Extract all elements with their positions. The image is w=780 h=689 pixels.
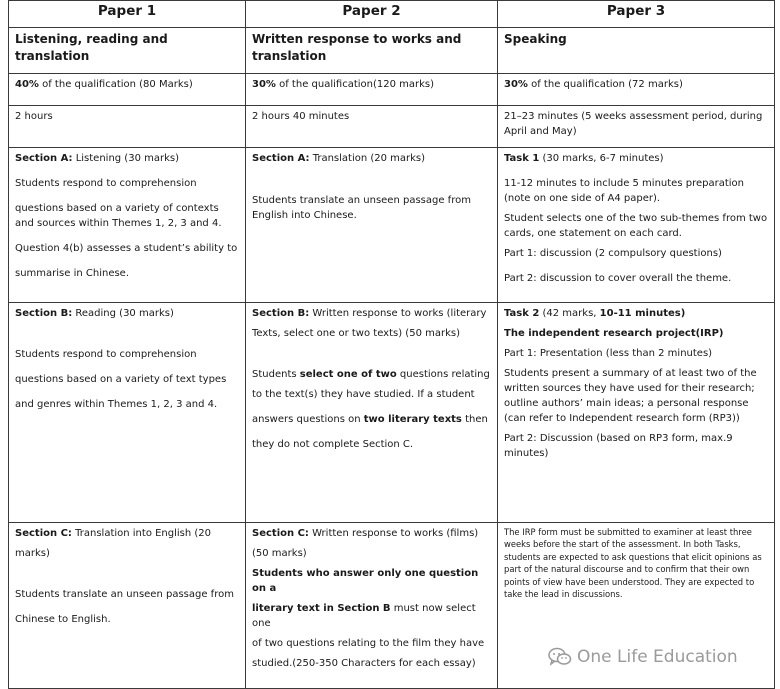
weight-percent: 30% bbox=[252, 79, 276, 90]
section-title: Reading (30 marks) bbox=[72, 308, 174, 319]
task-heading: The independent research project(IRP) bbox=[504, 328, 724, 339]
section-line: Students translate an unseen passage from bbox=[15, 589, 234, 600]
section-title: Translation into English (20 bbox=[71, 528, 212, 539]
section-line: they do not complete Section C. bbox=[252, 439, 414, 450]
watermark bbox=[548, 647, 738, 667]
section-line: marks) bbox=[15, 548, 50, 559]
header-paper-3: Paper 3 bbox=[498, 1, 775, 28]
paper-3-task-2 bbox=[498, 303, 775, 523]
section-line: and genres within Themes 1, 2, 3 and 4. bbox=[15, 399, 218, 410]
paper-2-section-c bbox=[246, 523, 498, 689]
weight-text: of the qualification (72 marks) bbox=[527, 79, 683, 90]
duration-paper-1: 2 hours bbox=[9, 106, 246, 148]
section-text: Students bbox=[252, 369, 300, 380]
header-paper-1: Paper 1 bbox=[9, 1, 246, 28]
paper-2-section-a bbox=[246, 148, 498, 303]
section-title: Written response to works (films) bbox=[308, 528, 479, 539]
section-line: to the text(s) they have studied. If a student bbox=[252, 389, 475, 400]
task-duration: 10-11 minutes) bbox=[599, 308, 686, 319]
section-emphasis: literary text in Section B bbox=[252, 603, 391, 614]
section-title: Listening (30 marks) bbox=[72, 153, 179, 164]
task-line: Part 1: Presentation (less than 2 minutes) bbox=[504, 348, 713, 359]
section-emphasis: Students who answer only one question on a bbox=[252, 568, 479, 594]
section-label: Section C: bbox=[252, 528, 309, 539]
task-line: Part 2: Discussion (based on RP3 form, max.9 minutes) bbox=[504, 433, 733, 459]
paper-1-section-b bbox=[9, 303, 246, 523]
duration-paper-3: 21–23 minutes (5 weeks assessment period, during April and May) bbox=[498, 106, 775, 148]
task-line: Student selects one of the two sub-themes from two cards, one statement on each card. bbox=[504, 213, 768, 239]
section-text: then bbox=[461, 414, 488, 425]
section-emphasis: select one of two bbox=[299, 369, 397, 380]
title-paper-2: Written response to works and translation bbox=[246, 28, 498, 74]
duration-paper-2: 2 hours 40 minutes bbox=[246, 106, 498, 148]
duration-row bbox=[9, 106, 775, 148]
section-line: of two questions relating to the film they have bbox=[252, 638, 485, 649]
paper-3-task-1 bbox=[498, 148, 775, 303]
section-label: Section A: bbox=[15, 153, 73, 164]
title-paper-1: Listening, reading and translation bbox=[9, 28, 246, 74]
section-a-row bbox=[9, 148, 775, 303]
section-line: Texts, select one or two texts) (50 marks) bbox=[252, 328, 460, 339]
title-row bbox=[9, 28, 775, 74]
section-line: studied.(250-350 Characters for each essay) bbox=[252, 658, 476, 669]
task-line: 11-12 minutes to include 5 minutes preparation (note on one side of A4 paper). bbox=[504, 178, 744, 204]
section-title: Translation (20 marks) bbox=[309, 153, 426, 164]
section-b-row bbox=[9, 303, 775, 523]
task-line: Part 1: discussion (2 compulsory questions) bbox=[504, 248, 722, 259]
weight-paper-1 bbox=[9, 74, 246, 106]
section-line: questions based on a variety of text types bbox=[15, 374, 227, 385]
section-line: summarise in Chinese. bbox=[15, 268, 130, 279]
weight-paper-3 bbox=[498, 74, 775, 106]
task-line: Students present a summary of at least two of the written sources they have used for their research; outline authors’ main ideas; a personal response (can refer to Independent research form (RP3)) bbox=[504, 368, 757, 424]
title-paper-3: Speaking bbox=[498, 28, 775, 74]
section-title: Written response to works (literary bbox=[309, 308, 487, 319]
weight-row bbox=[9, 74, 775, 106]
section-label: Section A: bbox=[252, 153, 310, 164]
weight-text: of the qualification (80 Marks) bbox=[38, 79, 193, 90]
section-line: (50 marks) bbox=[252, 548, 307, 559]
section-label: Section B: bbox=[252, 308, 310, 319]
section-emphasis: two literary texts bbox=[363, 414, 462, 425]
section-line: Chinese to English. bbox=[15, 614, 111, 625]
task-title: (30 marks, 6-7 minutes) bbox=[539, 153, 664, 164]
section-line: Question 4(b) assesses a student’s ability to bbox=[15, 243, 238, 254]
section-line: Students translate an unseen passage from English into Chinese. bbox=[252, 195, 471, 221]
weight-text: of the qualification(120 marks) bbox=[275, 79, 435, 90]
weight-paper-2 bbox=[246, 74, 498, 106]
wechat-icon bbox=[548, 647, 572, 667]
weight-percent: 40% bbox=[15, 79, 39, 90]
paper-1-section-c bbox=[9, 523, 246, 689]
paper-1-section-a bbox=[9, 148, 246, 303]
weight-percent: 30% bbox=[504, 79, 528, 90]
paper-3-note: The IRP form must be submitted to examiner at least three weeks before the start of the assessment. In both Tasks, students are expected to ask questions that elicit opinions as part of the natural discourse and to confirm that their own points of view have been understood. They are expected to take the lead in discussions. bbox=[498, 523, 775, 689]
section-text: questions relating bbox=[396, 369, 490, 380]
section-line: Students respond to comprehension bbox=[15, 178, 197, 189]
paper-comparison-table bbox=[8, 0, 775, 689]
section-text: must now select one bbox=[252, 603, 476, 629]
section-line: Students respond to comprehension bbox=[15, 349, 197, 360]
section-text: answers questions on bbox=[252, 414, 364, 425]
task-label: Task 2 bbox=[504, 308, 540, 319]
header-row bbox=[9, 1, 775, 28]
paper-2-section-b bbox=[246, 303, 498, 523]
section-line: questions based on a variety of contexts and sources within Themes 1, 2, 3 and 4. bbox=[15, 203, 222, 229]
header-paper-2: Paper 2 bbox=[246, 1, 498, 28]
section-label: Section B: bbox=[15, 308, 73, 319]
task-title: (42 marks, bbox=[539, 308, 600, 319]
watermark-text: One Life Education bbox=[577, 647, 738, 667]
section-label: Section C: bbox=[15, 528, 72, 539]
task-line: Part 2: discussion to cover overall the theme. bbox=[504, 273, 732, 284]
task-label: Task 1 bbox=[504, 153, 540, 164]
